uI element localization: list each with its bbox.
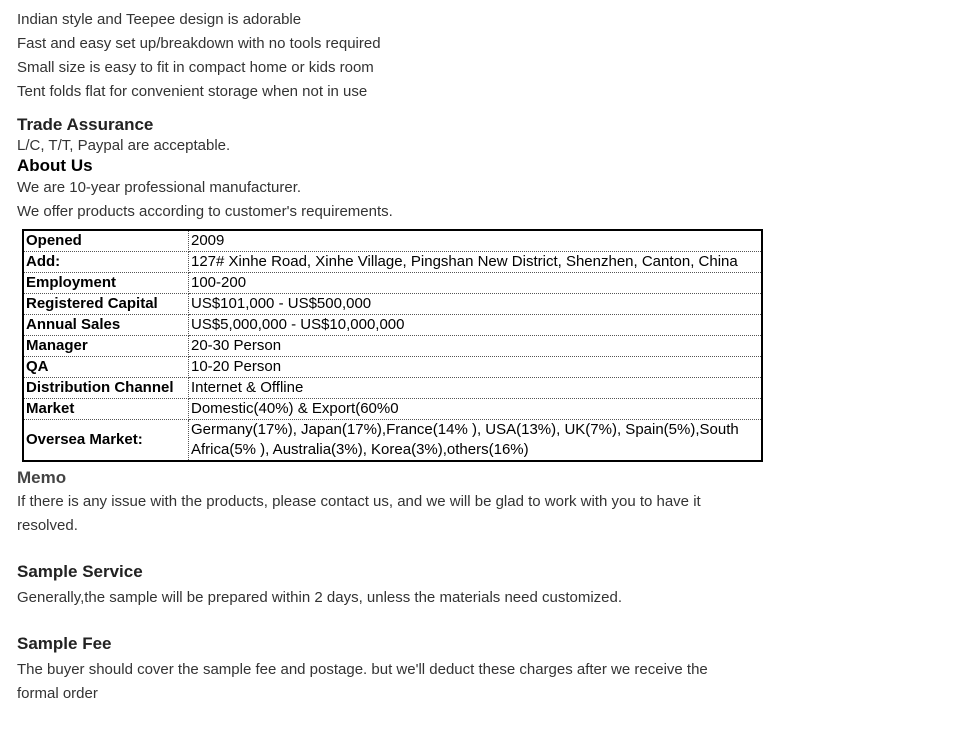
trade-assurance-text: L/C, T/T, Paypal are acceptable.	[17, 137, 231, 154]
feature-list	[17, 8, 777, 104]
memo-line: resolved.	[17, 517, 78, 534]
row-label: Market	[23, 399, 189, 420]
trade-assurance-heading: Trade Assurance	[17, 115, 154, 134]
row-label: Distribution Channel	[23, 378, 189, 399]
row-label: Employment	[23, 273, 189, 294]
about-us-line: We are 10-year professional manufacturer.	[17, 179, 302, 196]
table-row	[23, 252, 762, 273]
row-label: Oversea Market:	[23, 420, 189, 462]
table-row	[23, 315, 762, 336]
sample-fee-line: formal order	[17, 685, 98, 702]
row-value: US$101,000 - US$500,000	[189, 294, 763, 315]
feature-item: Tent folds flat for convenient storage when not in use	[17, 83, 368, 100]
row-value: 127# Xinhe Road, Xinhe Village, Pingshan New District, Shenzhen, Canton, China	[189, 252, 763, 273]
row-value: 10-20 Person	[189, 357, 763, 378]
row-label: Manager	[23, 336, 189, 357]
row-label: QA	[23, 357, 189, 378]
row-value: Domestic(40%) & Export(60%0	[189, 399, 763, 420]
row-label: Opened	[23, 230, 189, 252]
table-row	[23, 294, 762, 315]
row-value: 100-200	[189, 273, 763, 294]
sample-service-text: Generally,the sample will be prepared within 2 days, unless the materials need customized.	[17, 589, 623, 606]
table-row	[23, 357, 762, 378]
table-row	[23, 273, 762, 294]
company-info-table	[22, 229, 763, 462]
memo-heading: Memo	[17, 468, 67, 487]
row-value: 20-30 Person	[189, 336, 763, 357]
row-label: Add:	[23, 252, 189, 273]
feature-item: Fast and easy set up/breakdown with no tools required	[17, 35, 381, 52]
table-row	[23, 399, 762, 420]
row-label: Registered Capital	[23, 294, 189, 315]
feature-item: Indian style and Teepee design is adorable	[17, 11, 302, 28]
row-value: Germany(17%), Japan(17%),France(14% ), USA(13%), UK(7%), Spain(5%),South Africa(5% ), Australia(3%), Korea(3%),others(16%)	[191, 421, 739, 458]
memo-line: If there is any issue with the products, please contact us, and we will be glad to work with you to have it	[17, 493, 701, 510]
sample-fee-line: The buyer should cover the sample fee and postage. but we'll deduct these charges after we receive the	[17, 661, 708, 678]
sample-fee-heading: Sample Fee	[17, 634, 112, 653]
table-row	[23, 420, 762, 462]
row-value: US$5,000,000 - US$10,000,000	[189, 315, 763, 336]
table-row	[23, 378, 762, 399]
feature-item: Small size is easy to fit in compact home or kids room	[17, 59, 374, 76]
row-label: Annual Sales	[23, 315, 189, 336]
table-row	[23, 230, 762, 252]
about-us-heading: About Us	[17, 156, 93, 175]
table-row	[23, 336, 762, 357]
sample-service-heading: Sample Service	[17, 562, 143, 581]
row-value: Internet & Offline	[189, 378, 763, 399]
about-us-line: We offer products according to customer's requirements.	[17, 203, 393, 220]
product-description	[17, 8, 777, 706]
row-value: 2009	[189, 230, 763, 252]
